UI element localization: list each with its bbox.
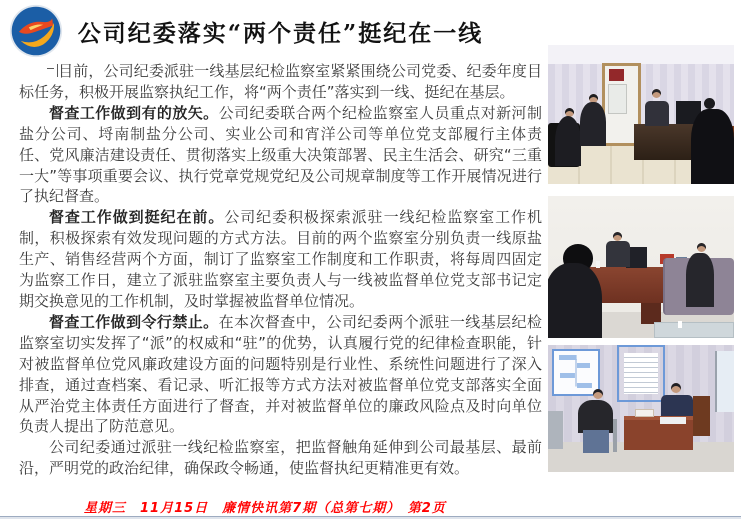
paragraph-lead: 督查工作做到有的放矢。 [49, 103, 219, 122]
photo1-visitor2-body [580, 102, 606, 146]
photo-meeting-room [548, 45, 734, 184]
paragraph-text: 公司纪委积极探索派驻一线纪检监察室工作机制，积极探索有效发现问题的方式方法。目前的两个监察室分别负责一线原盐生产、销售经营两个方面，制订了监察室工作制度和工作职责，将每周四固定为监察工作日，建立了派驻监察室主要负责人与一线被监督单位党支部书记定期交换意见的工作机制，及时掌握被监督单位情况。 [19, 208, 542, 310]
photo3-documents [660, 417, 686, 423]
paragraph-lead: 督查工作做到挺纪在前。 [49, 208, 225, 227]
paragraph-lingxingjinzhi [19, 312, 542, 437]
bottom-divider [0, 516, 741, 519]
photo-office-report [548, 196, 734, 338]
photo3-chair-right [693, 396, 710, 437]
photo3-bench [548, 411, 563, 449]
photo2-glass-table [654, 322, 734, 338]
photo3-officer-head [671, 383, 681, 393]
photo2-guest-head [697, 243, 706, 252]
photo1-man-back-body [691, 109, 734, 184]
photo3-visitor-body [578, 400, 613, 433]
article-title: 公司纪委落实“两个责任”挺纪在一线 [77, 20, 484, 47]
photo1-door-cabinet [608, 84, 627, 115]
photo2-guest-body [686, 253, 714, 307]
photo2-table-cup [678, 321, 682, 328]
paragraph-text: 在本次督查中，公司纪委两个派驻一线基层纪检监察室切实发挥了“派”的权威和“驻”的优势，认真履行党的纪律检查职能，针对被监督单位党风廉政建设方面的问题特别是行业性、系统性问题进行了深入排查，通过查档案、看记录、听汇报等方式方法对被监督单位党支部落实全面从严治党主体责任方面进行了督查，并对被监督单位的廉政风险点及时向单位负责人提出了防范意见。 [19, 312, 542, 436]
paragraph-tingjizaiqian [19, 207, 542, 312]
text-cursor-artifact [49, 64, 58, 77]
photo3-chair-leg [613, 419, 617, 452]
page-footer: 星期三 11月15日 廉情快讯第7期（总第七期） 第2页 [84, 501, 446, 516]
photo1-man-back-head [704, 98, 715, 109]
photo3-window [715, 351, 734, 412]
paragraph-intro [19, 61, 542, 103]
photo1-door-red-box [609, 69, 624, 82]
paragraph-closing [19, 437, 542, 479]
photo2-cup [596, 261, 600, 268]
paragraph-text: 公司纪委通过派驻一线纪检监察室，把监督触角延伸到公司最基层、最前沿，严明党的政治纪律，确保政令畅通，使监督执纪更精准更有效。 [19, 438, 542, 478]
photo3-visitor-jeans [583, 430, 609, 453]
paragraph-text: 目前，公司纪委派驻一线基层纪检监察室紧紧围绕公司党委、纪委年度目标任务，积极开展监察执纪工作，将“两个责任”落实到一线、挺纪在基层。 [19, 62, 542, 101]
photo1-visitor1-body [555, 116, 581, 166]
photo1-officer-body [645, 101, 669, 126]
paragraph-text: 公司纪委联合两个纪检监察室人员重点对新河制盐分公司、埒南制盐分公司、实业公司和宵洋公司等单位党支部履行主体责任、党风廉洁建设责任、贯彻落实上级重大决策部署、民主生活会、研究“三重一大”等事项重要会议、执行党章党规党纪及公司规章制度等工作开展情况进行了执纪督查。 [19, 103, 542, 206]
photo3-flowchart-poster [552, 349, 600, 396]
photo3-text-poster [617, 345, 665, 402]
photo2-woman-back-body [548, 263, 602, 338]
photo2-officer-body [606, 241, 630, 267]
paragraph-youdefangshi [19, 103, 542, 208]
photo1-ceiling [548, 45, 734, 64]
photo3-tissue-box [635, 409, 654, 418]
article-body [19, 61, 542, 479]
photo-talk-room [548, 345, 734, 472]
photo2-officer-head [613, 232, 622, 241]
paragraph-lead: 督查工作做到令行禁止。 [49, 312, 219, 331]
